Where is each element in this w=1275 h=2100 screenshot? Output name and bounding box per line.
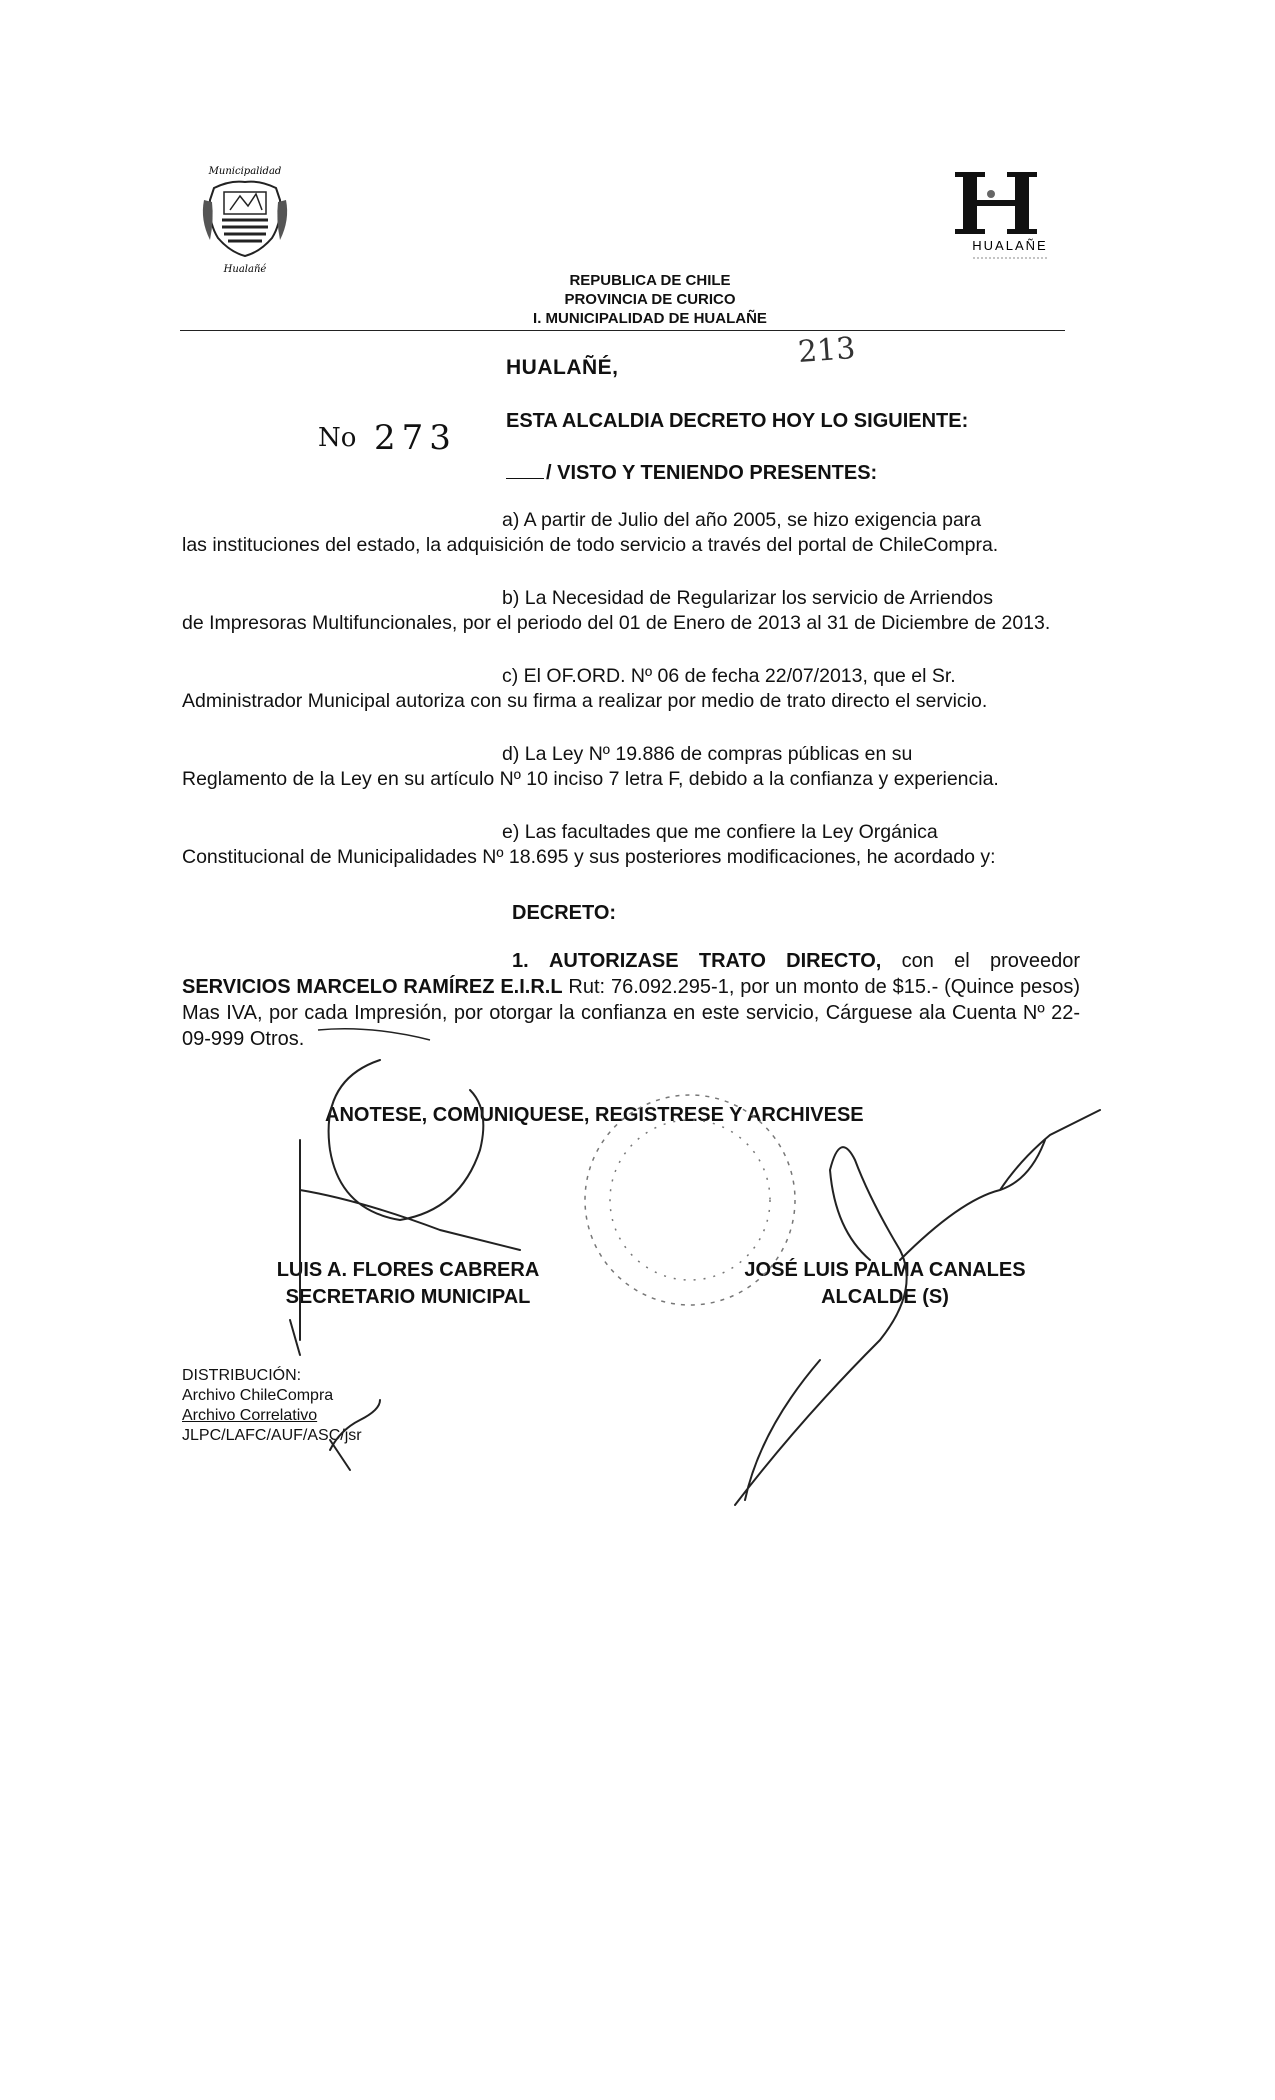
distribution-initials: JLPC/LAFC/AUF/ASC/jsr [182,1427,362,1444]
letterhead-line-province: PROVINCIA DE CURICO [564,291,736,308]
mayor-title: ALCALDE (S) [821,1286,949,1308]
consideration-c-first: c) El OF.ORD. Nº 06 de fecha 22/07/2013, que el Sr. [502,665,956,687]
crest-text-bottom: Hualañé [223,264,267,275]
municipal-crest [200,160,290,275]
article-text-2: Rut: 76.092.295-1, por un monto de $15.- (Quince pesos) Mas IVA, por cada Impresión, por otorgar la confianza en este servicio, Cárguese ala Cuenta Nº 22-09-999 Otros. [182,976,1080,1050]
article-number: 1. [512,950,529,972]
decreto-title: DECRETO: [512,902,617,924]
distribution-item: Archivo ChileCompra [182,1387,334,1404]
distribution-block [182,1366,362,1446]
distribution-item: Archivo Correlativo [182,1407,318,1424]
consideration-e [182,820,1080,870]
signature-block-mayor [720,1257,1050,1311]
decree-number-label: No [318,423,357,453]
visto-text: / VISTO Y TENIENDO PRESENTES: [546,462,878,484]
consideration-d-first: d) La Ley Nº 19.886 de compras públicas en su [502,743,913,765]
visto-heading [506,462,877,485]
consideration-c [182,664,1080,714]
header-divider [180,330,1065,331]
handwritten-number: 213 [796,331,857,370]
mayor-name: JOSÉ LUIS PALMA CANALES [744,1259,1026,1281]
signature-block-secretary [248,1257,568,1311]
letterhead [520,271,780,328]
consideration-e-first: e) Las facultades que me confiere la Ley Orgánica [502,821,938,843]
consideration-a [182,508,1080,558]
closing-formula: ANOTESE, COMUNIQUESE, REGISTRESE Y ARCHIVESE [325,1104,864,1126]
consideration-b [182,586,1080,636]
logo-text: HUALAÑE [972,238,1048,253]
decree-intro: ESTA ALCALDIA DECRETO HOY LO SIGUIENTE: [506,410,969,432]
consideration-b-rest: de Impresoras Multifuncionales, por el periodo del 01 de Enero de 2013 al 31 de Diciembre de 2013. [182,612,1051,634]
consideration-a-first: a) A partir de Julio del año 2005, se hizo exigencia para [502,509,982,531]
article-text-1: con el proveedor [901,950,1080,972]
article-heading: AUTORIZASE TRATO DIRECTO, [548,950,882,972]
hualane-logo [955,170,1065,265]
secretary-name: LUIS A. FLORES CABRERA [276,1259,540,1281]
crest-text-top: Municipalidad [208,166,282,177]
decree-number: 273 [374,418,457,458]
consideration-d [182,742,1080,792]
consideration-c-rest: Administrador Municipal autoriza con su firma a realizar por medio de trato directo el servicio. [182,690,988,712]
consideration-b-first: b) La Necesidad de Regularizar los servicio de Arriendos [502,587,994,609]
distribution-label: DISTRIBUCIÓN: [182,1367,302,1384]
secretary-title: SECRETARIO MUNICIPAL [285,1286,531,1308]
letterhead-line-country: REPUBLICA DE CHILE [569,272,731,289]
place-line: HUALAÑÉ, [506,356,619,379]
consideration-a-rest: las instituciones del estado, la adquisición de todo servicio a través del portal de ChileCompra. [182,534,999,556]
consideration-e-rest: Constitucional de Municipalidades Nº 18.695 y sus posteriores modificaciones, he acordado y: [182,846,996,868]
article-provider: SERVICIOS MARCELO RAMÍREZ E.I.R.L [182,976,563,998]
letterhead-line-municipality: I. MUNICIPALIDAD DE HUALAÑE [533,310,767,327]
consideration-d-rest: Reglamento de la Ley en su artículo Nº 10 inciso 7 letra F, debido a la confianza y experiencia. [182,768,999,790]
article-1 [182,948,1080,1052]
